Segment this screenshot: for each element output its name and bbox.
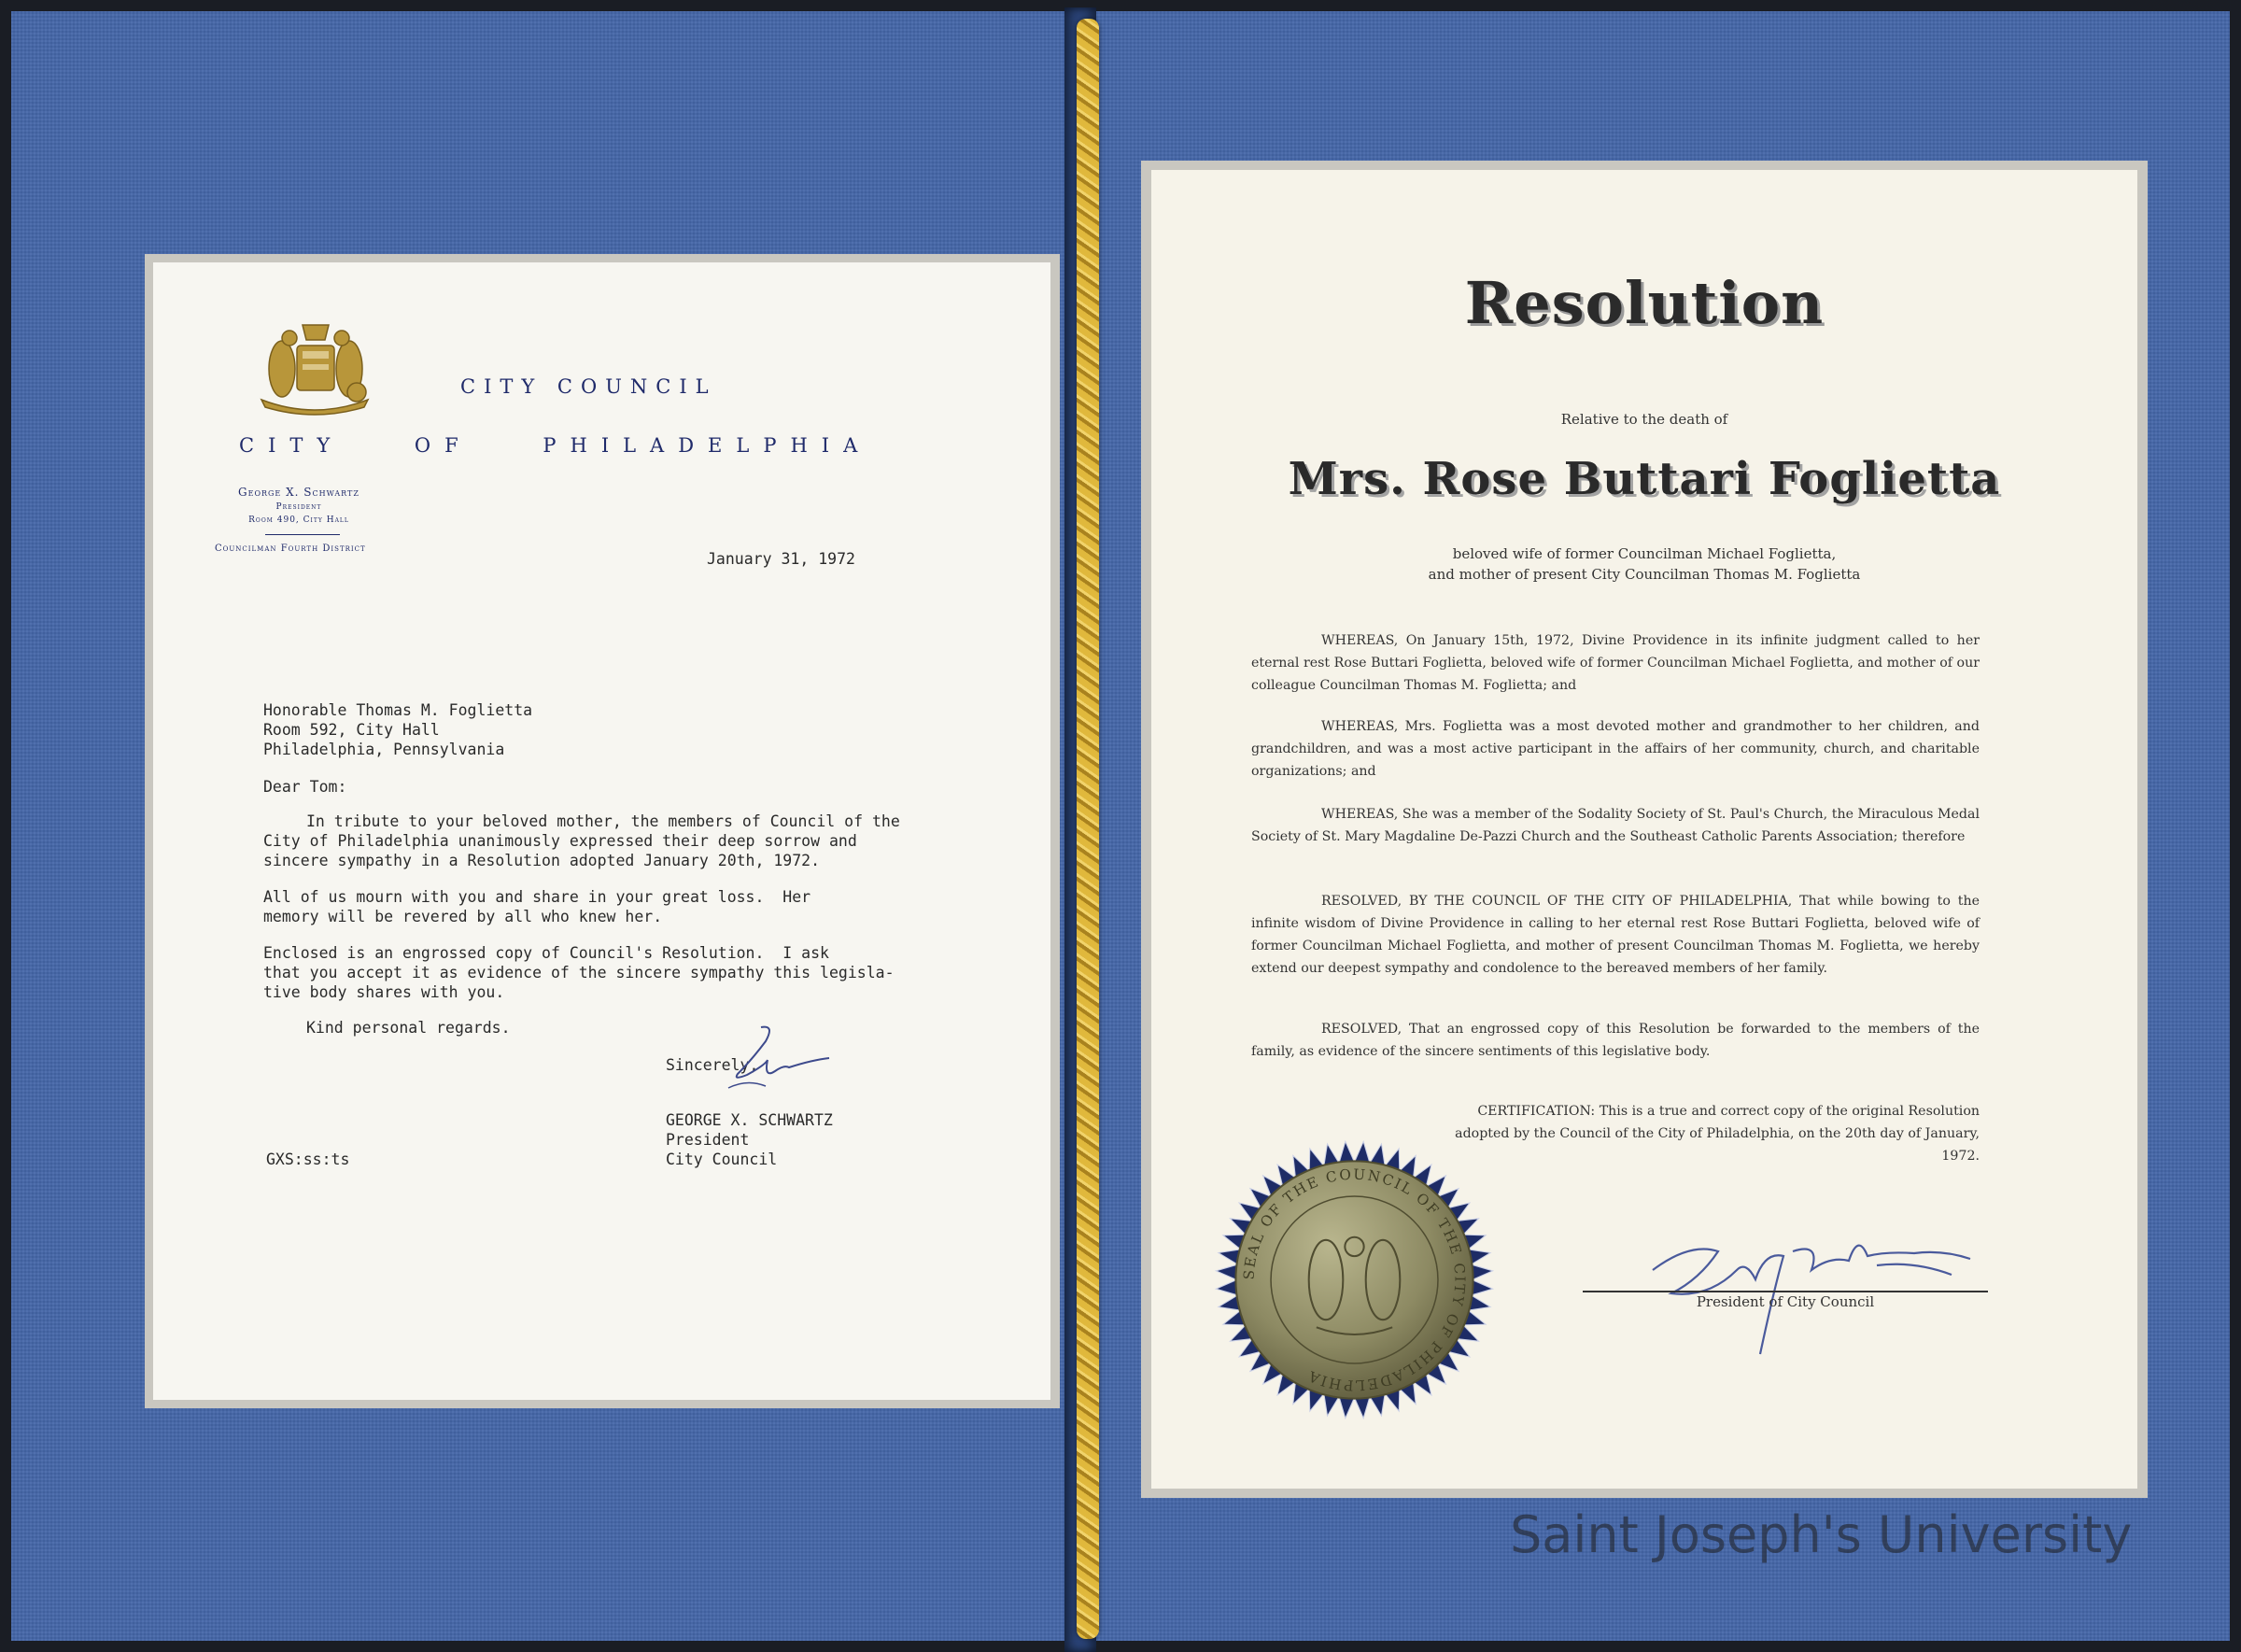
signature-label: President of City Council bbox=[1696, 1293, 1875, 1310]
signer-name: GEORGE X. SCHWARTZ bbox=[666, 1111, 833, 1129]
letter-initials: GXS:ss:ts bbox=[266, 1151, 350, 1168]
address-line-3: Philadelphia, Pennsylvania bbox=[263, 741, 505, 758]
letter-paragraph-3: Enclosed is an engrossed copy of Council's Resolution. I ask that you accept it as evidence of the sincere sympathy this legisla- tive body shares with you. bbox=[263, 944, 895, 1001]
seal-text: SEAL OF THE COUNCIL OF THE CITY OF PHILADELPHIA bbox=[1240, 1165, 1469, 1394]
resolution-beloved-2: and mother of present City Councilman Thomas M. Foglietta bbox=[1428, 566, 1861, 583]
letterhead-council: CITY COUNCIL bbox=[460, 375, 717, 398]
gold-seal-icon bbox=[1212, 1137, 1497, 1422]
address-line-1: Honorable Thomas M. Foglietta bbox=[263, 701, 533, 719]
letterhead-district: Councilman Fourth District bbox=[215, 544, 366, 554]
letterhead-president-name: George X. Schwartz bbox=[238, 486, 359, 499]
resolution-signature-icon bbox=[1634, 1214, 2008, 1363]
letterhead-rule bbox=[265, 534, 340, 535]
salutation: Dear Tom: bbox=[263, 778, 347, 796]
resolution-relative: Relative to the death of bbox=[1560, 411, 1728, 428]
resolution-resolved-1: RESOLVED, BY THE COUNCIL OF THE CITY OF PHILADELPHIA, That while bowing to the infinite wisdom of Divine Providence in calling to her eternal rest Rose Buttari Foglietta, beloved wife of former Councilman Michael Foglietta, and mother of present Councilman Thomas M. Foglietta, we hereby extend our deepest sympathy and condolence to the bereaved members of her family. bbox=[1251, 894, 1980, 976]
letter-signature-icon bbox=[710, 1023, 831, 1097]
letterhead-city: CITY OF PHILADELPHIA bbox=[239, 434, 872, 457]
letterhead-president-title: President bbox=[275, 502, 322, 512]
signature-line bbox=[1583, 1291, 1988, 1292]
resolution-resolved-2: RESOLVED, That an engrossed copy of this Resolution be forwarded to the members of the family, as evidence of the sincere sentiments of this legislative body. bbox=[1251, 1022, 1980, 1059]
city-crest-icon bbox=[254, 318, 375, 420]
letterhead-room: Room 490, City Hall bbox=[248, 515, 349, 525]
resolution-whereas-2: WHEREAS, Mrs. Foglietta was a most devoted mother and grandmother to her children, and grandchildren, and was a most active participant in the affairs of her community, church, and charitable organizations; and bbox=[1251, 719, 1980, 779]
watermark: Saint Joseph's University bbox=[1510, 1505, 2133, 1564]
gold-cord bbox=[1077, 19, 1099, 1639]
signer-title: President bbox=[666, 1131, 750, 1149]
letter-paragraph-2: All of us mourn with you and share in your great loss. Her memory will be revered by all who knew her. bbox=[263, 888, 811, 925]
letter-paragraph-4: Kind personal regards. bbox=[306, 1019, 511, 1037]
resolution-title: Resolution bbox=[1464, 269, 1825, 337]
letter-paragraph-1: In tribute to your beloved mother, the members of Council of the City of Philadelphia unanimously expressed their deep sorrow and sincere sympathy in a Resolution adopted January 20th, 1972. bbox=[263, 812, 900, 869]
letter-date: January 31, 1972 bbox=[707, 550, 855, 568]
signer-org: City Council bbox=[666, 1151, 778, 1168]
resolution-beloved-1: beloved wife of former Councilman Michael Foglietta, bbox=[1452, 545, 1837, 562]
resolution-whereas-1: WHEREAS, On January 15th, 1972, Divine Providence in its infinite judgment called to her eternal rest Rose Buttari Foglietta, beloved wife of former Councilman Michael Foglietta, and mother of our colleague Councilman Thomas M. Foglietta; and bbox=[1251, 633, 1980, 693]
resolution-certification: CERTIFICATION: This is a true and correct copy of the original Resolution adopted by the Council of the City of Philadelphia, on the 20th day of January, 1972. bbox=[1455, 1104, 1980, 1164]
address-line-2: Room 592, City Hall bbox=[263, 721, 440, 739]
letter-closing: Sincerely, bbox=[666, 1056, 759, 1074]
resolution-whereas-3: WHEREAS, She was a member of the Sodality Society of St. Paul's Church, the Miraculous Medal Society of St. Mary Magdaline De-Pazzi Church and the Southeast Catholic Parents Association; therefore bbox=[1251, 807, 1980, 844]
resolution-name: Mrs. Rose Buttari Foglietta bbox=[1288, 453, 2001, 505]
